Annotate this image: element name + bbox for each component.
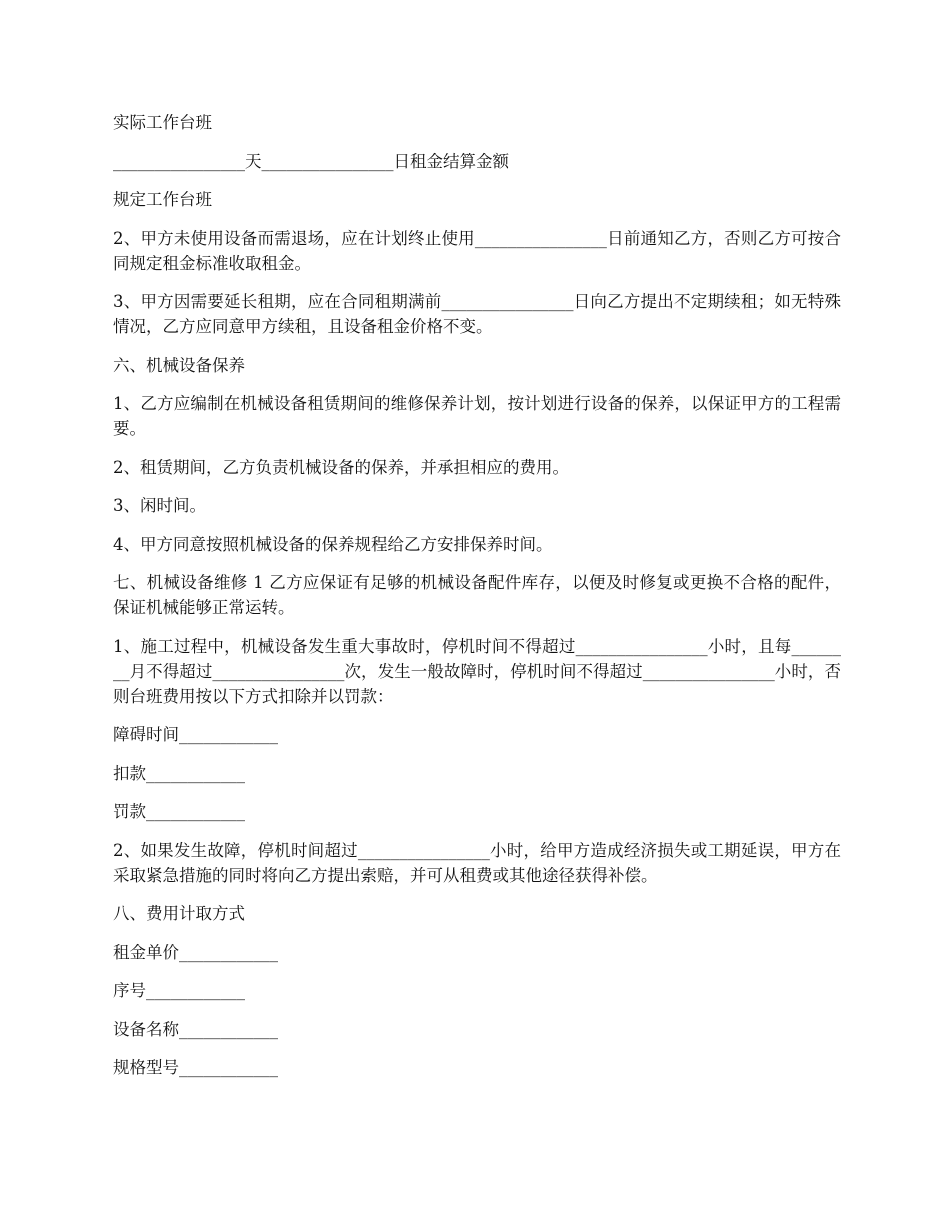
section-heading-fee-calculation: 八、费用计取方式 — [113, 904, 245, 923]
field-equipment-name: 设备名称____________ — [113, 1019, 278, 1039]
field-deduction: 扣款____________ — [113, 763, 245, 783]
clause-idle-time: 3、闲时间。 — [113, 496, 206, 515]
clause-maintenance-schedule: 4、甲方同意按照机械设备的保养规程给乙方安排保养时间。 — [113, 534, 553, 554]
field-rent-unit-price: 租金单价____________ — [113, 942, 278, 962]
clause-fault-compensation: 2、如果发生故障，停机时间超过________________小时，给甲方造成经济损失或工期延误，甲方在采取紧急措施的同时将向乙方提出索赔，并可从租费或其他途径获得补偿。 — [113, 840, 841, 885]
clause-downtime-limits: 1、施工过程中，机械设备发生重大事故时，停机时间不得超过________________小时，且每________月不得超过________________次，发生一般故障时，停机时间不得超过________________小时，否则台班费用按以下方式扣除并以罚款： — [113, 636, 841, 706]
field-model-spec: 规格型号____________ — [113, 1058, 278, 1077]
section-heading-repair: 七、机械设备维修 1 乙方应保证有足够的机械设备配件库存，以便及时修复或更换不合格的配件，保证机械能够正常运转。 — [113, 573, 841, 617]
document-page — [113, 110, 841, 1094]
field-fault-time: 障碍时间____________ — [113, 725, 278, 744]
clause-lease-extension: 3、甲方因需要延长租期，应在合同租期满前________________日向乙方提出不定期续租；如无特殊情况，乙方应同意甲方续租，且设备租金价格不变。 — [113, 292, 841, 336]
clause-maintenance-plan: 1、乙方应编制在机械设备租赁期间的维修保养计划，按计划进行设备的保养，以保证甲方的工程需要。 — [113, 394, 841, 438]
clause-maintenance-cost: 2、租赁期间，乙方负责机械设备的保养，并承担相应的费用。 — [113, 457, 569, 477]
field-serial-number: 序号____________ — [113, 981, 245, 1000]
field-penalty: 罚款____________ — [113, 802, 245, 821]
clause-early-withdrawal-notice: 2、甲方未使用设备而需退场，应在计划终止使用________________日前通知乙方，否则乙方可按合同规定租金标准收取租金。 — [113, 228, 841, 273]
paragraph-specified-work-shift: 规定工作台班 — [113, 190, 212, 209]
section-heading-maintenance: 六、机械设备保养 — [113, 355, 245, 375]
paragraph-rent-settlement-formula: ________________天________________日租金结算金额 — [113, 151, 509, 171]
paragraph-actual-work-shift: 实际工作台班 — [113, 113, 212, 132]
